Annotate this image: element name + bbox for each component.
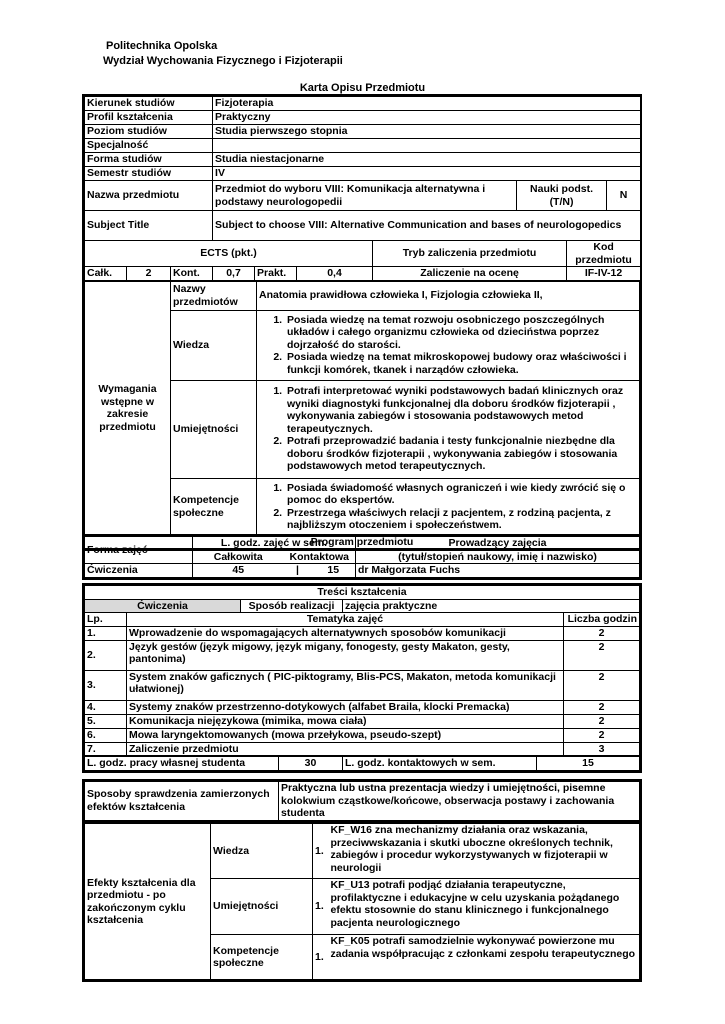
value-nazwy-przedmiotow: Anatomia prawidłowa człowieka I, Fizjologia człowieka II, [257, 281, 640, 310]
label-liczba-godzin: Liczba godzin [563, 613, 639, 627]
row-lp: 4. [85, 700, 127, 714]
label-semestr: Semestr studiów [85, 167, 213, 181]
row-hours: 2 [563, 640, 639, 670]
value-calk: 2 [127, 267, 171, 281]
label-forma: Forma studiów [85, 153, 213, 167]
label-nazwa: Nazwa przedmiotu [85, 181, 213, 211]
value-poziom: Studia pierwszego stopnia [213, 125, 641, 139]
label-kod: Kod przedmiotu [567, 241, 641, 267]
value-godz-kontaktowych: 15 [537, 757, 640, 771]
label-efekty-umiej: Umiejętności [211, 879, 313, 935]
prerequisites-table [84, 281, 640, 550]
label-godz-kontaktowych: L. godz. kontaktowych w sem. [343, 757, 537, 771]
value-tryb: Zaliczenie na ocenę [373, 267, 567, 281]
list-umiej-req [257, 380, 640, 478]
list-wiedza-req [257, 310, 640, 380]
table-row [85, 714, 640, 728]
value-semestr: IV [213, 167, 641, 181]
tresci-title: Treści kształcenia [85, 586, 640, 600]
row-lp: 7. [85, 742, 127, 756]
label-nazwy-przedmiotow: Nazwy przedmiotów [171, 281, 257, 310]
label-kierunek: Kierunek studiów [85, 97, 213, 111]
label-kontaktowa: Kontaktowa [284, 550, 356, 564]
label-calk: Całk. [85, 267, 127, 281]
label-wiedza-req: Wiedza [171, 310, 257, 380]
table-row [85, 670, 640, 700]
label-efekty: Efekty kształcenia dla przedmiotu - po zakończonym cyklu kształcenia [85, 824, 211, 980]
value-prakt: 0,4 [297, 267, 373, 281]
label-specjalnosc: Specjalność [85, 139, 213, 153]
row-hours: 2 [563, 700, 639, 714]
faculty-name: Wydział Wychowania Fizycznego i Fizjoterapii [103, 55, 343, 67]
content-table [84, 585, 640, 756]
label-forma-zajec: Forma zajęć [85, 537, 193, 564]
label-sposob: Sposób realizacji [241, 599, 343, 613]
label-sposoby: Sposoby sprawdzenia zamierzonych efektów kształcenia [85, 782, 279, 821]
label-prowadzacy-sub: (tytuł/stopień naukowy, imię i nazwisko) [356, 550, 640, 564]
num-efekty-wiedza: 1. [313, 824, 329, 879]
row-calkowita: 45 [193, 564, 284, 578]
row-separator: | [284, 564, 312, 578]
table-row [85, 700, 640, 714]
value-kod: IF-IV-12 [567, 267, 641, 281]
label-nauki: Nauki podst. (T/N) [517, 181, 607, 211]
value-nazwa: Przedmiot do wyboru VIII: Komunikacja alternatywna i podstawy neurologopedii [213, 181, 517, 211]
row-hours: 3 [563, 742, 639, 756]
value-efekty-umiej: KF_U13 potrafi podjąć działania terapeutyczne, profilaktyczne i edukacyjne w celu uzyskania pożądanego efektu stosownie do stanu klinicznego i funkcjonalnego pacjenta neurologicznego [329, 879, 640, 935]
row-hours: 2 [563, 728, 639, 742]
methods-section [82, 779, 642, 823]
label-komp-req: Kompetencje społeczne [171, 478, 257, 535]
value-efekty-komp: KF_K05 potrafi samodzielnie wykonywać powierzone mu zadania współpracując z członkami zespołu terapeutycznego [329, 935, 640, 980]
label-lp: Lp. [85, 613, 127, 627]
row-hours: 2 [563, 714, 639, 728]
program-title: Program przedmiotu [85, 535, 640, 549]
list-item: 1. Posiada świadomość własnych ograniczeń i wie kiedy zwrócić się o pomoc do ekspertów. [285, 482, 637, 507]
list-item: 1. Posiada wiedzę na temat rozwoju osobniczego poszczególnych układów i całego organizmu człowieka od dzieciństwa poprzez dojrzałość do starości. [285, 314, 637, 352]
row-topic: Mowa laryngektomowanych (mowa przełykowa, pseudo-szept) [127, 728, 564, 742]
num-efekty-komp: 1. [313, 935, 329, 980]
row-hours: 2 [563, 626, 639, 640]
row-lp: 6. [85, 728, 127, 742]
program-table [84, 536, 640, 578]
row-hours: 2 [563, 670, 639, 700]
row-kontaktowa: 15 [312, 564, 356, 578]
row-lp: 1. [85, 626, 127, 640]
row-topic: Zaliczenie przedmiotu [127, 742, 564, 756]
list-item: 2. Potrafi przeprowadzić badania i testy funkcjonalnie niezbędne dla doboru środków fizjoterapii , wykonywania zabiegów i stosowania podstawowych metod terapeutycznych. [285, 435, 637, 473]
value-kont: 0,7 [213, 267, 255, 281]
outcomes-table [84, 823, 640, 980]
table-row [85, 626, 640, 640]
methods-table [84, 781, 640, 821]
value-praca-wlasna: 30 [279, 757, 343, 771]
label-praca-wlasna: L. godz. pracy własnej studenta [85, 757, 279, 771]
row-topic: System znaków gaficznych ( PIC-piktogramy, Blis-PCS, Makaton, metoda komunikacji ułatwionej) [127, 670, 564, 700]
row-topic: Wprowadzenie do wspomagających alternatywnych sposobów komunikacji [127, 626, 564, 640]
row-topic: Systemy znaków przestrzenno-dotykowych (alfabet Braila, klocki Premacka) [127, 700, 564, 714]
value-kierunek: Fizjoterapia [213, 97, 641, 111]
label-prakt: Prakt. [255, 267, 297, 281]
table-row [85, 728, 640, 742]
row-forma: Ćwiczenia [85, 564, 193, 578]
value-forma: Studia niestacjonarne [213, 153, 641, 167]
label-profil: Profil kształcenia [85, 111, 213, 125]
university-name: Politechnika Opolska [106, 40, 218, 52]
outcomes-section [82, 821, 642, 982]
label-wymagania: Wymagania wstępne w zakresie przedmiotu [85, 281, 171, 535]
table-row [85, 742, 640, 756]
content-section [82, 583, 642, 773]
course-info-table [84, 96, 641, 281]
label-tryb: Tryb zaliczenia przedmiotu [373, 241, 567, 267]
row-lp: 2. [85, 640, 127, 670]
value-sposob: zajęcia praktyczne [343, 599, 640, 613]
row-lp: 3. [85, 670, 127, 700]
label-prowadzacy: Prowadzący zajęcia [356, 537, 640, 551]
value-nauki: N [607, 181, 641, 211]
workload-table [84, 756, 640, 771]
value-sposoby: Praktyczna lub ustna prezentacja wiedzy i umiejętności, pisemne kolokwium cząstkowe/końcowe, obserwacja postawy i zachowania studenta [279, 782, 640, 821]
document-title: Karta Opisu Przedmiotu [299, 82, 426, 94]
label-poziom: Poziom studiów [85, 125, 213, 139]
label-calkowita: Całkowita [193, 550, 284, 564]
num-efekty-umiej: 1. [313, 879, 329, 935]
value-profil: Praktyczny [213, 111, 641, 125]
table-row [85, 640, 640, 670]
label-cwiczenia: Ćwiczenia [85, 599, 241, 613]
list-komp-req [257, 478, 640, 535]
label-tematyka: Tematyka zajęć [127, 613, 564, 627]
program-section [82, 534, 642, 580]
row-topic: Komunikacja niejęzykowa (mimika, mowa ciała) [127, 714, 564, 728]
list-item: 1. Potrafi interpretować wyniki podstawowych badań klinicznych oraz wyniki diagnostyki funkcjonalnej dla doboru środków fizjoterapii , wykonywania zabiegów i stosowania podstawowych metod terapeutycznych. [285, 385, 637, 435]
label-kont: Kont. [171, 267, 213, 281]
label-umiej-req: Umiejętności [171, 380, 257, 478]
row-prowadzacy: dr Małgorzata Fuchs [356, 564, 640, 578]
label-godz-zajec: L. godz. zajęć w sem. [193, 537, 356, 551]
row-topic: Język gestów (język migowy, język migany, fonogesty, gesty Makaton, gesty, pantonima) [127, 640, 564, 670]
row-lp: 5. [85, 714, 127, 728]
value-specjalnosc [213, 139, 641, 153]
value-efekty-wiedza: KF_W16 zna mechanizmy działania oraz wskazania, przeciwwskazania i skutki uboczne określonych technik, zabiegów i procedur wykorzystywanych w fizjoterapii w neurologii [329, 824, 640, 879]
list-item: 2. Przestrzega właściwych relacji z pacjentem, z rodziną pacjenta, z najbliższym otoczeniem i społeczeństwem. [285, 507, 637, 532]
label-efekty-wiedza: Wiedza [211, 824, 313, 879]
label-ects: ECTS (pkt.) [85, 241, 373, 267]
course-info-section [82, 94, 642, 551]
value-subject: Subject to choose VIII: Alternative Communication and bases of neurologopedics [213, 211, 641, 241]
list-item: 2. Posiada wiedzę na temat mikroskopowej budowy oraz właściwości i funkcji komórek, tkanek i narządów człowieka. [285, 351, 637, 376]
label-efekty-komp: Kompetencje społeczne [211, 935, 313, 980]
label-subject: Subject Title [85, 211, 213, 241]
